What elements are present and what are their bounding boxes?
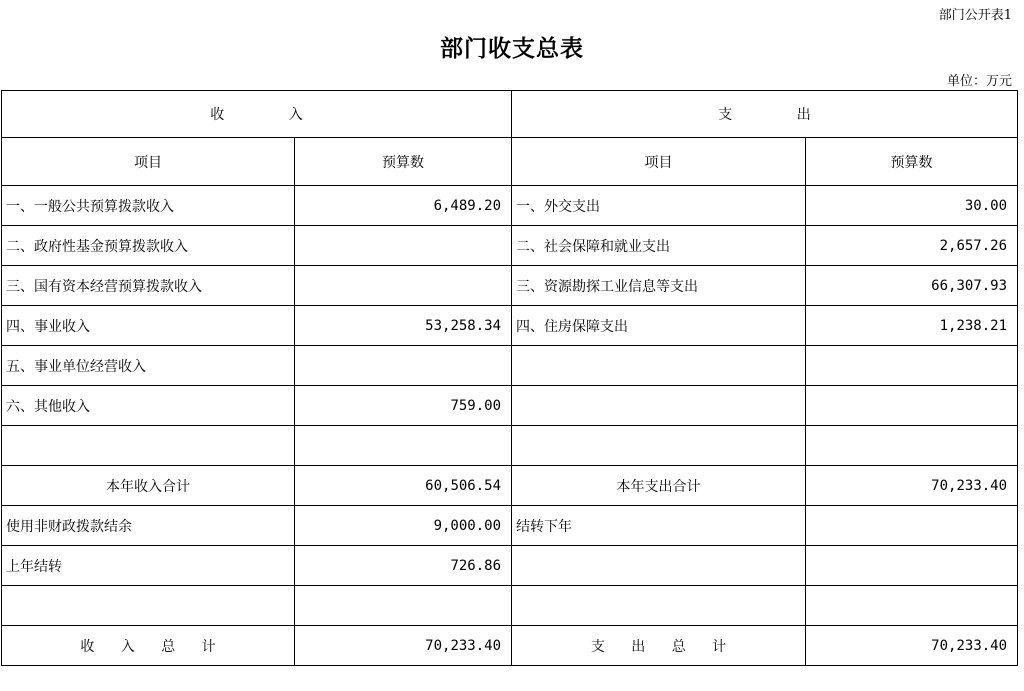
- income-item-cell: 本年收入合计: [2, 466, 295, 506]
- expense-item-cell: [512, 626, 806, 666]
- table-row: [2, 506, 1018, 546]
- expense-value-cell: [806, 386, 1018, 426]
- column-header-row: [2, 138, 1018, 186]
- table-row: [2, 586, 1018, 626]
- expense-value-cell: 66,307.93: [806, 266, 1018, 306]
- expense-value-cell: [806, 546, 1018, 586]
- unit-label: 单位：万元: [946, 74, 1012, 89]
- income-value-cell: 53,258.34: [295, 306, 512, 346]
- page-title: 部门收支总表: [440, 36, 584, 62]
- expense-item-cell: 结转下年: [512, 506, 806, 546]
- income-value-cell: 9,000.00: [295, 506, 512, 546]
- form-number: 部门公开表1: [938, 8, 1012, 23]
- section-header-row: [2, 91, 1018, 138]
- expense-header-label: 支 出: [718, 107, 811, 123]
- income-value-cell: 759.00: [295, 386, 512, 426]
- table-row: [2, 306, 1018, 346]
- budget-table-body: [2, 91, 1018, 666]
- expense-item-cell: 三、资源勘探工业信息等支出: [512, 266, 806, 306]
- expense-value-cell: 1,238.21: [806, 306, 1018, 346]
- income-section-header: [2, 91, 512, 138]
- income-item-cell: [2, 586, 295, 626]
- expense-item-cell: 一、外交支出: [512, 186, 806, 226]
- income-item-cell: 五、事业单位经营收入: [2, 346, 295, 386]
- expense-value-cell: [806, 426, 1018, 466]
- income-item-cell: 三、国有资本经营预算拨款收入: [2, 266, 295, 306]
- expense-item-cell: 四、住房保障支出: [512, 306, 806, 346]
- income-item-cell: 一、一般公共预算拨款收入: [2, 186, 295, 226]
- table-row: [2, 546, 1018, 586]
- grand-total-row: [2, 626, 1018, 666]
- expense-value-cell: [806, 346, 1018, 386]
- expense-item-cell: [512, 546, 806, 586]
- income-item-cell: 二、政府性基金预算拨款收入: [2, 226, 295, 266]
- income-item-header: 项目: [2, 138, 295, 186]
- expense-budget-header: 预算数: [806, 138, 1018, 186]
- expense-value-cell: 70,233.40: [806, 466, 1018, 506]
- income-value-cell: [295, 266, 512, 306]
- income-item-cell: 使用非财政拨款结余: [2, 506, 295, 546]
- expense-item-cell: [512, 346, 806, 386]
- income-value-cell: [295, 586, 512, 626]
- income-value-cell: [295, 226, 512, 266]
- income-value-cell: [295, 426, 512, 466]
- income-value-cell: 60,506.54: [295, 466, 512, 506]
- table-row: [2, 226, 1018, 266]
- expense-item-header: 项目: [512, 138, 806, 186]
- table-row: [2, 186, 1018, 226]
- income-item-cell: [2, 626, 295, 666]
- expense-item-cell: [512, 586, 806, 626]
- income-item-cell: 四、事业收入: [2, 306, 295, 346]
- budget-table: [1, 90, 1018, 666]
- income-budget-header: 预算数: [295, 138, 512, 186]
- income-header-label: 收 入: [210, 107, 303, 123]
- subtotal-row: [2, 466, 1018, 506]
- income-value-cell: [295, 346, 512, 386]
- expense-value-cell: 70,233.40: [806, 626, 1018, 666]
- income-item-cell: 六、其他收入: [2, 386, 295, 426]
- table-row: [2, 266, 1018, 306]
- expense-item-cell: [512, 386, 806, 426]
- income-item-label: 收 入 总 计: [80, 638, 216, 655]
- expense-value-cell: [806, 586, 1018, 626]
- income-item-cell: 上年结转: [2, 546, 295, 586]
- table-row: [2, 426, 1018, 466]
- expense-item-cell: [512, 426, 806, 466]
- expense-item-cell: 二、社会保障和就业支出: [512, 226, 806, 266]
- expense-item-cell: 本年支出合计: [512, 466, 806, 506]
- table-row: [2, 386, 1018, 426]
- table-row: [2, 346, 1018, 386]
- income-value-cell: 6,489.20: [295, 186, 512, 226]
- income-value-cell: 726.86: [295, 546, 512, 586]
- expense-value-cell: 2,657.26: [806, 226, 1018, 266]
- expense-item-label: 支 出 总 计: [590, 638, 727, 655]
- income-item-cell: [2, 426, 295, 466]
- expense-section-header: [512, 91, 1018, 138]
- expense-value-cell: [806, 506, 1018, 546]
- expense-value-cell: 30.00: [806, 186, 1018, 226]
- income-value-cell: 70,233.40: [295, 626, 512, 666]
